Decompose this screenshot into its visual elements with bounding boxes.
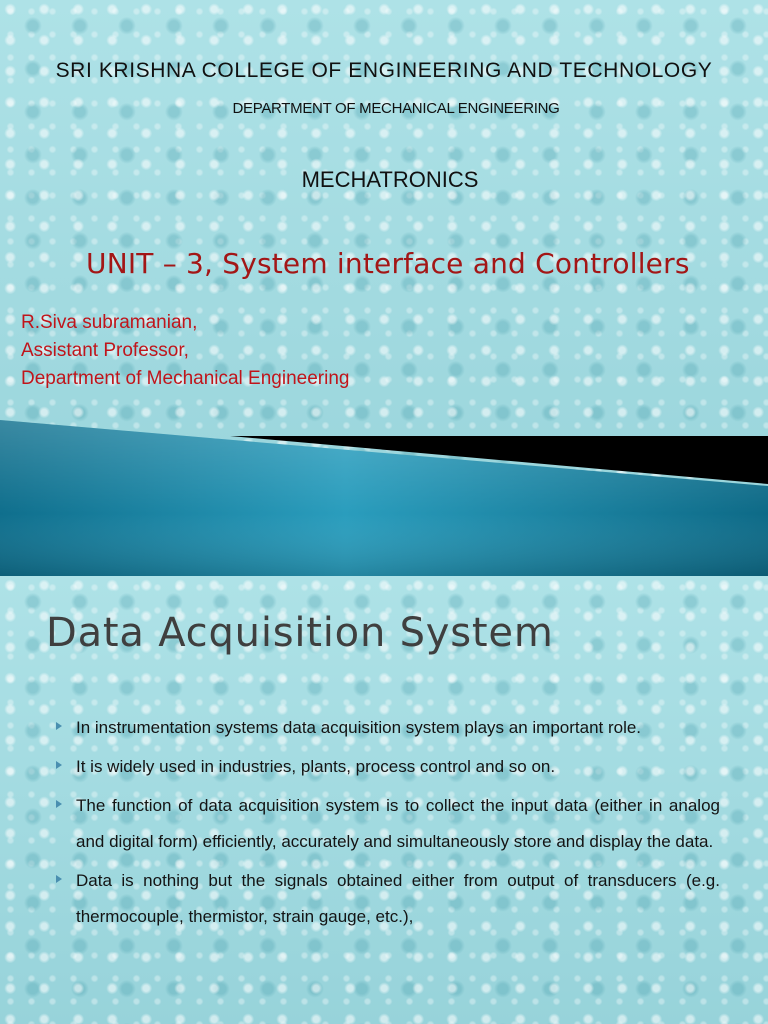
decorative-banner bbox=[0, 412, 768, 576]
bullet-arrow-icon bbox=[56, 800, 62, 808]
bullet-item bbox=[56, 710, 720, 746]
bullet-text: In instrumentation systems data acquisition system plays an important role. bbox=[76, 718, 642, 737]
bullet-item bbox=[56, 749, 720, 785]
content-slide bbox=[0, 576, 768, 1024]
author-department: Department of Mechanical Engineering bbox=[21, 368, 350, 389]
course-name: MECHATRONICS bbox=[301, 167, 479, 192]
bullet-text: It is widely used in industries, plants, process control and so on. bbox=[76, 757, 556, 776]
bullet-arrow-icon bbox=[56, 722, 62, 730]
author-designation: Assistant Professor, bbox=[21, 340, 189, 361]
bullet-text: The function of data acquisition system is to collect the input data (either in analog and digital form) efficiently, accurately and simultaneously store and display the data. bbox=[76, 796, 720, 851]
bullet-item bbox=[56, 788, 720, 860]
author-block bbox=[21, 309, 349, 393]
college-name: SRI KRISHNA COLLEGE OF ENGINEERING AND TECHNOLOGY bbox=[55, 59, 713, 82]
bullet-text: Data is nothing but the signals obtained either from output of transducers (e.g. thermocouple, thermistor, strain gauge, etc.), bbox=[76, 871, 720, 926]
bullet-arrow-icon bbox=[56, 761, 62, 769]
author-name: R.Siva subramanian, bbox=[21, 312, 198, 333]
department-name: DEPARTMENT OF MECHANICAL ENGINEERING bbox=[232, 100, 560, 117]
bullet-list bbox=[56, 710, 720, 938]
slide-title: Data Acquisition System bbox=[46, 610, 554, 656]
bullet-arrow-icon bbox=[56, 875, 62, 883]
bullet-item bbox=[56, 863, 720, 935]
unit-title: UNIT – 3, System interface and Controllers bbox=[86, 247, 690, 280]
